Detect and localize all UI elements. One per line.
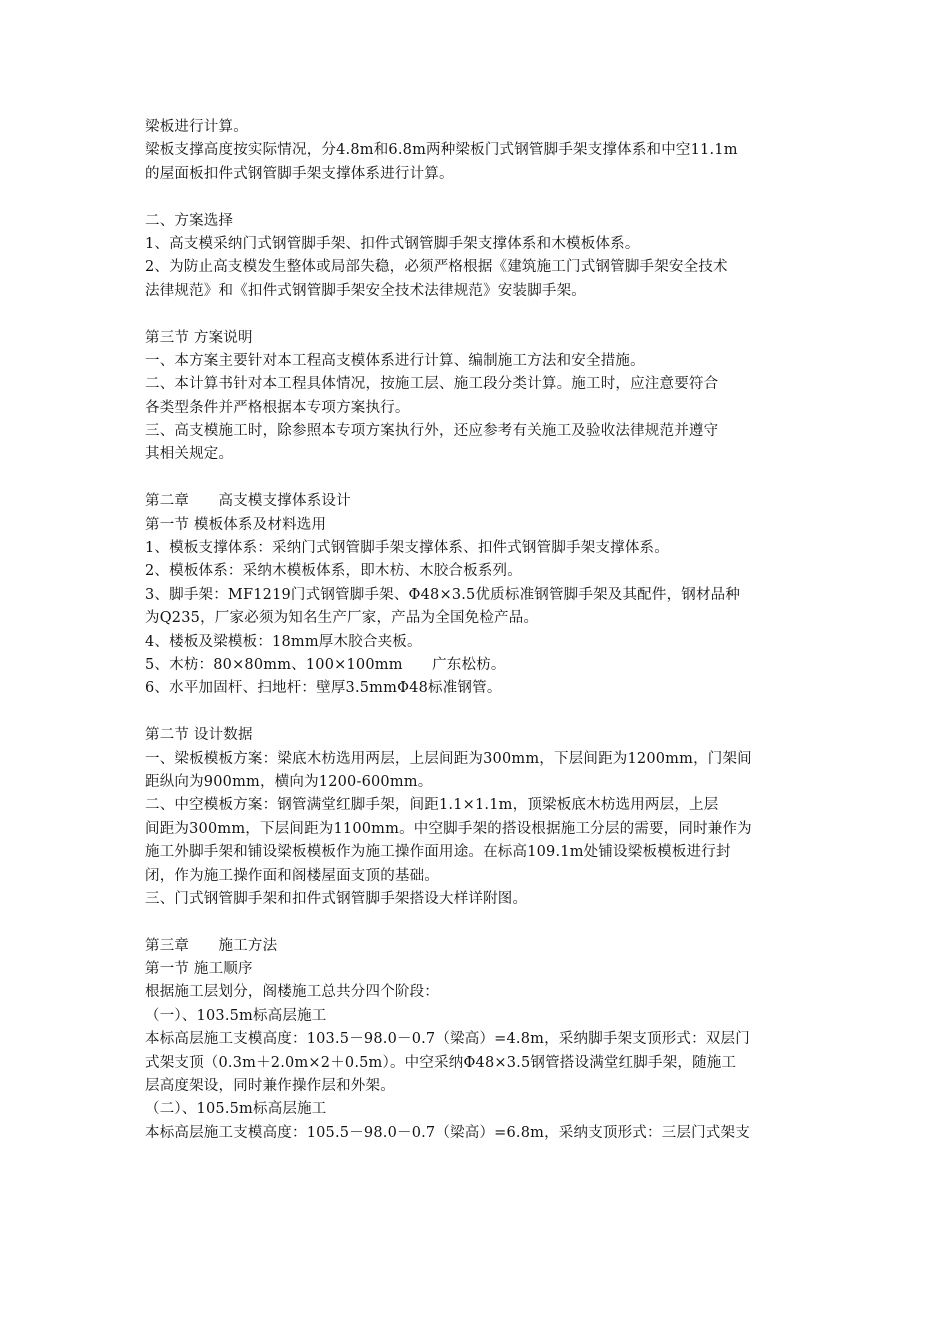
text-line: 层高度架设，同时兼作操作层和外架。 bbox=[145, 1078, 395, 1095]
text-line: （二）、105.5m标高层施工 bbox=[145, 1101, 327, 1118]
text-line: 二、方案选择 bbox=[145, 212, 234, 229]
text-line: 闭，作为施工操作面和阁楼屋面支顶的基础。 bbox=[145, 867, 439, 884]
text-line: 梁板进行计算。 bbox=[145, 119, 248, 135]
blank-line bbox=[145, 701, 815, 724]
text-line: 3、脚手架：MF1219门式钢管脚手架、Φ48×3.5优质标准钢管脚手架及其配件，钢材品种 bbox=[145, 586, 741, 603]
text-line: 6、水平加固杆、扫地杆：壁厚3.5mmΦ48标准钢管。 bbox=[145, 680, 502, 697]
text-line: 为Q235，厂家必须为知名生产厂家，产品为全国免检产品。 bbox=[145, 610, 539, 627]
text-line: 本标高层施工支模高度：105.5－98.0－0.7（梁高）=6.8m，采纳支顶形式：三层门式架支 bbox=[145, 1124, 750, 1141]
text-line: 一、梁板模板方案：梁底木枋选用两层，上层间距为300mm，下层间距为1200mm，门架间 bbox=[145, 750, 752, 767]
blank-line bbox=[145, 911, 815, 934]
text-line: 4、楼板及梁模板：18mm厚木胶合夹板。 bbox=[145, 633, 422, 650]
text-line: 其相关规定。 bbox=[145, 446, 234, 463]
text-line: 三、门式钢管脚手架和扣件式钢管脚手架搭设大样详附图。 bbox=[145, 890, 528, 907]
text-line: 一、本方案主要针对本工程高支模体系进行计算、编制施工方法和安全措施。 bbox=[145, 352, 645, 369]
text-line: 第一节 模板体系及材料选用 bbox=[145, 516, 327, 533]
text-line: 第二章 高支模支撑体系设计 bbox=[145, 493, 351, 510]
text-line: 式架支顶（0.3m＋2.0m×2＋0.5m）。中空采纳Φ48×3.5钢管搭设满堂红脚手架，随施工 bbox=[145, 1054, 737, 1071]
text-line: 二、本计算书针对本工程具体情况，按施工层、施工段分类计算。施工时，应注意要符合 bbox=[145, 376, 719, 393]
text-line: 第二节 设计数据 bbox=[145, 727, 253, 744]
text-line: 2、为防止高支模发生整体或局部失稳，必须严格根据《建筑施工门式钢管脚手架安全技术 bbox=[145, 259, 728, 276]
text-line: 各类型条件并严格根据本专项方案执行。 bbox=[145, 399, 410, 416]
text-line: 根据施工层划分，阁楼施工总共分四个阶段： bbox=[145, 984, 439, 1001]
blank-line bbox=[145, 467, 815, 490]
text-line: 第三章 施工方法 bbox=[145, 937, 278, 954]
text-line: 施工外脚手架和铺设梁板模板作为施工操作面用途。在标高109.1m处铺设梁板模板进行封 bbox=[145, 844, 731, 861]
text-line: 本标高层施工支模高度：103.5－98.0－0.7（梁高）=4.8m，采纳脚手架支顶形式：双层门 bbox=[145, 1031, 750, 1048]
text-line: 第一节 施工顺序 bbox=[145, 961, 253, 978]
text-line: 间距为300mm，下层间距为1100mm。中空脚手架的搭设根据施工分层的需要，同时兼作为 bbox=[145, 820, 752, 837]
blank-line bbox=[145, 303, 815, 326]
text-line: 第三节 方案说明 bbox=[145, 329, 253, 346]
text-line: 梁板支撑高度按实际情况，分4.8m和6.8m两种梁板门式钢管脚手架支撑体系和中空11.1m bbox=[145, 142, 738, 159]
text-line: （一）、103.5m标高层施工 bbox=[145, 1007, 327, 1024]
text-line: 三、高支模施工时，除参照本专项方案执行外，还应参考有关施工及验收法律规范并遵守 bbox=[145, 423, 719, 440]
text-line: 2、模板体系：采纳木模板体系，即木枋、木胶合板系列。 bbox=[145, 563, 522, 580]
text-line: 5、木枋：80×80mm、100×100mm 广东松枋。 bbox=[145, 656, 506, 673]
document-body bbox=[145, 116, 815, 1145]
text-line: 1、模板支撑体系：采纳门式钢管脚手架支撑体系、扣件式钢管脚手架支撑体系。 bbox=[145, 540, 669, 557]
text-line: 距纵向为900mm，横向为1200-600mm。 bbox=[145, 773, 433, 790]
blank-line bbox=[145, 186, 815, 209]
text-line: 二、中空模板方案：钢管满堂红脚手架，间距1.1×1.1m，顶梁板底木枋选用两层，上层 bbox=[145, 797, 719, 814]
text-line: 的屋面板扣件式钢管脚手架支撑体系进行计算。 bbox=[145, 165, 454, 182]
text-line: 1、高支模采纳门式钢管脚手架、扣件式钢管脚手架支撑体系和木模板体系。 bbox=[145, 235, 640, 252]
text-line: 法律规范》和《扣件式钢管脚手架安全技术法律规范》安装脚手架。 bbox=[145, 282, 586, 299]
